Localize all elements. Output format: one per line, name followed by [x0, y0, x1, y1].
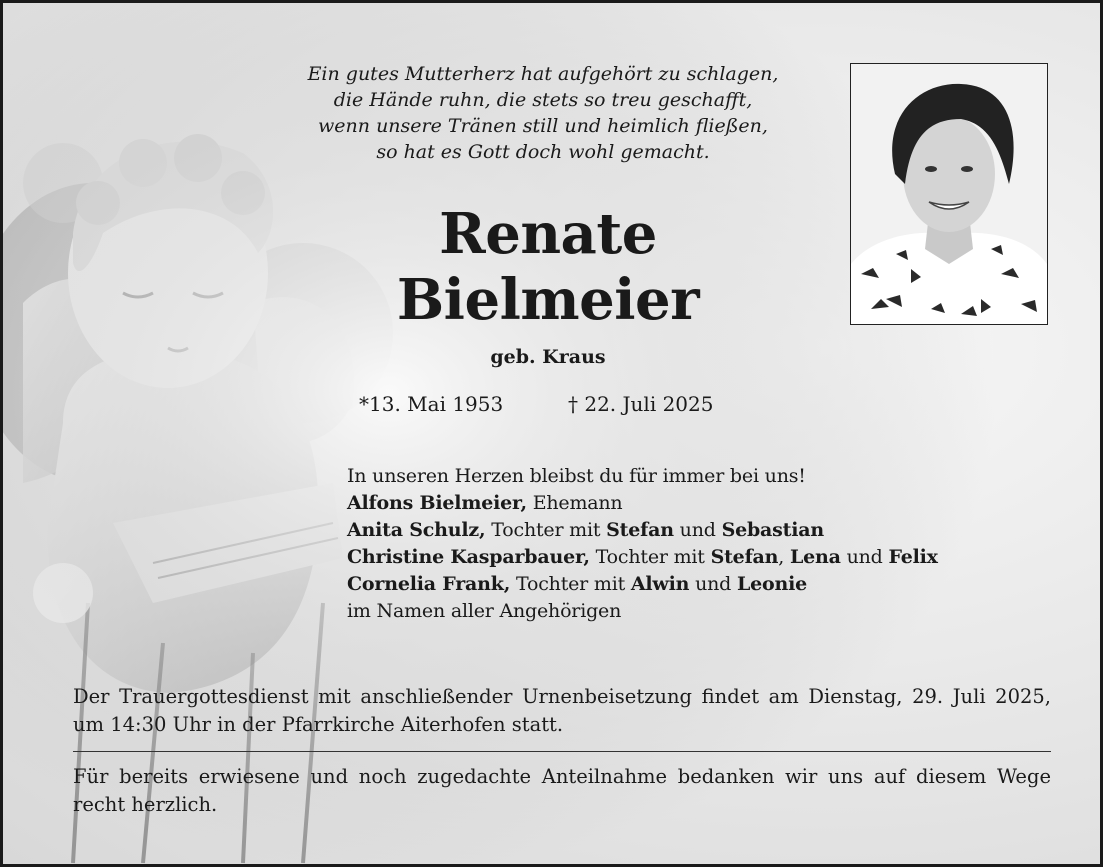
mourner-relation: Tochter mit	[510, 573, 631, 595]
thanks-note: Für bereits erwiesene und noch zugedachte Anteilnahme bedanken wir uns auf diesem Wege recht herzlich.	[73, 765, 1051, 816]
mourner-name: Anita Schulz,	[347, 519, 486, 541]
mourner-name: Lena	[789, 546, 841, 568]
mourner-relation: ,	[778, 546, 790, 568]
divider	[73, 751, 1051, 752]
mourner-name: Sebastian	[721, 519, 824, 541]
funeral-service-info: Der Trauergottesdienst mit anschließender Urnenbeisetzung findet am Dienstag, 29. Juli 2025, um 14:30 Uhr in der Pfarrkirche Aiterhofen statt.	[73, 685, 1051, 736]
mourner-line	[347, 517, 938, 544]
mourner-name: Felix	[888, 546, 938, 568]
mourner-line	[347, 544, 938, 571]
mourner-name: Cornelia Frank,	[347, 573, 511, 595]
mourner-relation: Tochter mit	[589, 546, 711, 568]
poem-line: Ein gutes Mutterherz hat aufgehört zu schlagen,	[307, 63, 779, 85]
poem-line: wenn unsere Tränen still und heimlich fließen,	[318, 115, 768, 137]
mourner-name: Christine Kasparbauer,	[347, 546, 590, 568]
portrait-photo	[850, 63, 1048, 325]
mourner-name: Leonie	[736, 573, 807, 595]
mourner-lines	[347, 490, 938, 598]
poem-line: die Hände ruhn, die stets so treu geschafft,	[333, 89, 753, 111]
mourner-line	[347, 490, 938, 517]
maiden-name: geb. Kraus	[490, 346, 606, 368]
mourner-name: Stefan	[710, 546, 779, 568]
deceased-first-name: Renate	[439, 201, 657, 267]
mourner-relation: Ehemann	[526, 492, 623, 514]
memorial-poem	[203, 61, 883, 165]
mourners-list	[347, 463, 938, 625]
mourner-name: Alwin	[630, 573, 690, 595]
birth-date: *13. Mai 1953	[359, 392, 504, 416]
mourner-relation: und	[689, 573, 737, 595]
death-date: † 22. Juli 2025	[568, 392, 714, 416]
mourner-line	[347, 571, 938, 598]
mourners-closing: im Namen aller Angehörigen	[347, 600, 622, 622]
deceased-name	[303, 201, 793, 333]
mourners-intro: In unseren Herzen bleibst du für immer bei uns!	[347, 465, 806, 487]
mourner-relation: und	[673, 519, 722, 541]
deceased-last-name: Bielmeier	[396, 267, 700, 333]
mourner-name: Stefan	[606, 519, 674, 541]
poem-line: so hat es Gott doch wohl gemacht.	[376, 141, 710, 163]
mourner-relation: und	[840, 546, 889, 568]
mourner-relation: Tochter mit	[485, 519, 607, 541]
mourner-name: Alfons Bielmeier,	[347, 492, 527, 514]
